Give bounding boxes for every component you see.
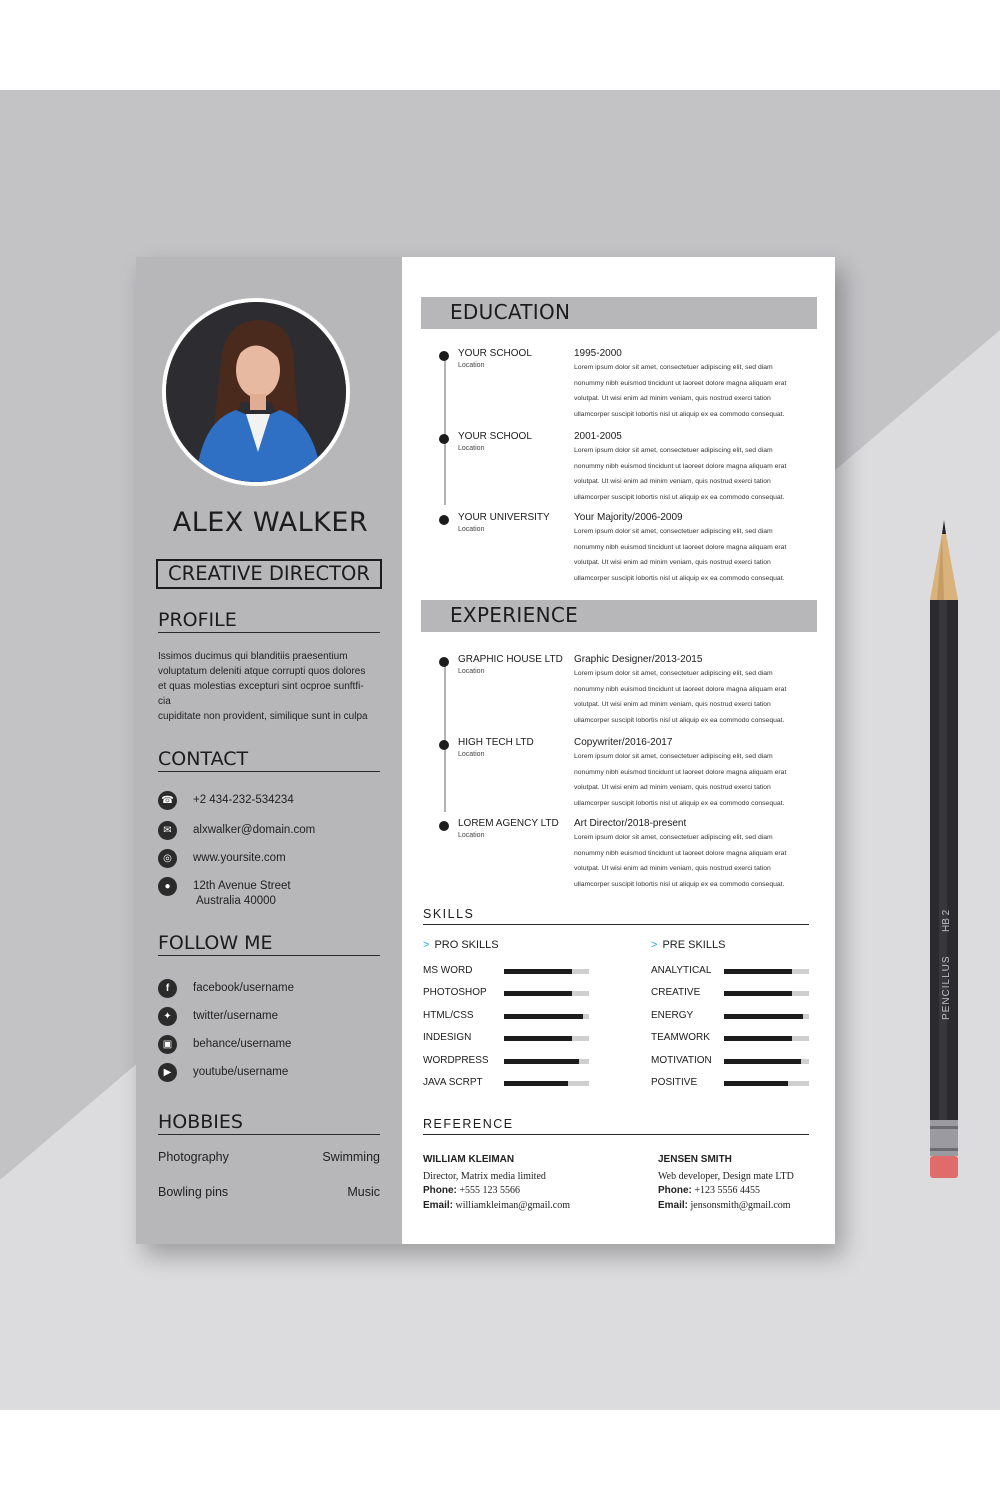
description-line: nonummy nibh euismod tincidunt ut laoreet dolore magna aliquam erat: [574, 462, 787, 470]
facebook-text: facebook/username: [193, 982, 295, 994]
email-label: Email:: [423, 1199, 454, 1211]
description-line: ullamcorper suscipit lobortis nisl ut aliquip ex ea commodo consequat.: [574, 410, 785, 418]
entry-location: Location: [458, 526, 485, 533]
hobby-item: Swimming: [322, 1150, 380, 1164]
phone-label: Phone:: [423, 1185, 457, 1196]
description-line: ullamcorper suscipit lobortis nisl ut aliquip ex ea commodo consequat.: [574, 716, 785, 724]
description-line: volutpat. Ut wisi enim ad minim veniam, quis nostrud exerci tation: [574, 784, 771, 791]
entry-description: [574, 666, 804, 728]
profile-photo: [166, 302, 346, 482]
skill-name: TEAMWORK: [651, 1032, 710, 1044]
skills-heading: SKILLS: [423, 907, 809, 925]
skill-bar-fill: [504, 1081, 568, 1086]
twitter-text: twitter/username: [193, 1010, 279, 1022]
entry-period: Your Majority/2006-2009: [574, 512, 683, 523]
skill-bar-fill: [504, 1036, 572, 1041]
skill-bar-fill: [724, 1014, 803, 1019]
reference-heading: REFERENCE: [423, 1117, 809, 1135]
entry-name: LOREM AGENCY LTD: [458, 818, 559, 829]
skill-bar: [504, 1014, 589, 1019]
person-role: CREATIVE DIRECTOR: [156, 559, 382, 589]
reference-card: [423, 1153, 570, 1213]
skill-bar-fill: [724, 969, 792, 974]
skill-name: POSITIVE: [651, 1077, 698, 1088]
skill-bar: [504, 1081, 589, 1086]
skill-bar: [504, 991, 589, 996]
timeline-dot: [439, 515, 449, 525]
skill-bar-fill: [724, 1059, 801, 1064]
avatar: [162, 298, 350, 486]
entry-name: YOUR SCHOOL: [458, 348, 532, 359]
profile-line: voluptatum deleniti atque corrupti quos dolores: [158, 666, 366, 677]
description-line: volutpat. Ut wisi enim ad minim veniam, quis nostrud exerci tation: [574, 395, 771, 402]
timeline-dot: [439, 434, 449, 444]
skill-name: ANALYTICAL: [651, 965, 712, 976]
chevron-right-icon: >: [651, 939, 658, 951]
phone-text: +2 434-232-534234: [193, 794, 294, 806]
email-value: jensonsmith@gmail.com: [690, 1199, 791, 1211]
profile-text: [158, 649, 380, 724]
pencil: [929, 520, 959, 1180]
description-line: Lorem ipsum dolor sit amet, consectetuer adipiscing elit, sed diam: [574, 834, 773, 841]
skill-name: INDESIGN: [423, 1032, 472, 1044]
entry-location: Location: [458, 832, 485, 839]
location-pin-icon: ●: [158, 877, 177, 896]
contact-website: [158, 849, 286, 868]
follow-facebook: [158, 979, 294, 998]
hobby-item: Music: [347, 1185, 380, 1199]
follow-heading: FOLLOW ME: [158, 932, 380, 956]
description-line: ullamcorper suscipit lobortis nisl ut aliquip ex ea commodo consequat.: [574, 493, 785, 501]
education-heading: EDUCATION: [421, 297, 817, 329]
entry-location: Location: [458, 751, 485, 758]
follow-behance: [158, 1035, 291, 1054]
entry-role: Art Director/2018-present: [574, 818, 687, 829]
phone-value: +555 123 5566: [459, 1185, 521, 1196]
skill-bar-fill: [504, 1059, 579, 1064]
description-line: Lorem ipsum dolor sit amet, consectetuer adipiscing elit, sed diam: [574, 364, 773, 371]
phone-icon: ☎: [158, 791, 177, 810]
reference-card: [658, 1153, 794, 1213]
pre-skills-heading: [651, 939, 725, 951]
skill-bar-fill: [504, 991, 572, 996]
entry-location: Location: [458, 445, 485, 452]
skill-bar: [724, 1036, 809, 1041]
reference-email: [423, 1199, 570, 1214]
youtube-text: youtube/username: [193, 1066, 289, 1078]
reference-phone: [423, 1184, 570, 1199]
mail-icon: ✉: [158, 821, 177, 840]
email-value: williamkleiman@gmail.com: [455, 1199, 570, 1211]
pencil-brand: PENCILLUS: [941, 955, 952, 1020]
entry-description: [574, 830, 804, 892]
entry-name: GRAPHIC HOUSE LTD: [458, 654, 563, 665]
entry-description: [574, 360, 804, 422]
description-line: nonummy nibh euismod tincidunt ut laoreet dolore magna aliquam erat: [574, 685, 787, 693]
youtube-icon: ▶: [158, 1063, 177, 1082]
description-line: volutpat. Ut wisi enim ad minim veniam, quis nostrud exerci tation: [574, 865, 771, 872]
contact-heading: CONTACT: [158, 748, 380, 772]
profile-line: et quas molestias excepturi sint ocproe sunftfi-: [158, 681, 364, 692]
website-text: www.yoursite.com: [193, 852, 286, 864]
pro-skills-heading: [423, 939, 499, 951]
skill-bar: [504, 969, 589, 974]
person-name: ALEX WALKER: [172, 507, 369, 538]
skill-name: WORDPRESS: [423, 1054, 489, 1066]
pro-skills-label: PRO SKILLS: [434, 939, 499, 951]
skill-bar: [724, 1081, 809, 1086]
email-label: Email:: [658, 1199, 689, 1211]
address-line: Australia 40000: [196, 895, 276, 907]
entry-period: 1995-2000: [574, 348, 622, 359]
description-line: Lorem ipsum dolor sit amet, consectetuer adipiscing elit, sed diam: [574, 753, 773, 760]
skill-bar-fill: [724, 1036, 792, 1041]
entry-location: Location: [458, 668, 485, 675]
skill-bar-fill: [724, 1081, 788, 1086]
skill-bar: [724, 1014, 809, 1019]
twitter-icon: ✦: [158, 1007, 177, 1026]
hobby-item: Bowling pins: [158, 1185, 229, 1199]
skill-name: MOTIVATION: [651, 1054, 712, 1066]
skill-name: JAVA SCRPT: [423, 1077, 483, 1088]
description-line: volutpat. Ut wisi enim ad minim veniam, quis nostrud exerci tation: [574, 478, 771, 485]
description-line: Lorem ipsum dolor sit amet, consectetuer adipiscing elit, sed diam: [574, 670, 773, 677]
description-line: nonummy nibh euismod tincidunt ut laoreet dolore magna aliquam erat: [574, 849, 787, 857]
profile-line: Issimos ducimus qui blanditiis praesentium: [158, 651, 348, 662]
globe-icon: ◎: [158, 849, 177, 868]
experience-timeline: [444, 662, 446, 812]
contact-email: [158, 821, 315, 840]
description-line: nonummy nibh euismod tincidunt ut laoreet dolore magna aliquam erat: [574, 379, 787, 387]
skill-bar: [724, 991, 809, 996]
reference-email: [658, 1199, 794, 1214]
instagram-icon: ▣: [158, 1035, 177, 1054]
reference-name: JENSEN SMITH: [658, 1154, 732, 1165]
description-line: volutpat. Ut wisi enim ad minim veniam, quis nostrud exerci tation: [574, 559, 771, 566]
description-line: nonummy nibh euismod tincidunt ut laoreet dolore magna aliquam erat: [574, 543, 787, 551]
description-line: nonummy nibh euismod tincidunt ut laoreet dolore magna aliquam erat: [574, 768, 787, 776]
education-timeline: [444, 357, 446, 505]
skill-bar-fill: [504, 1014, 583, 1019]
hobby-item: Photography: [158, 1150, 229, 1164]
skill-bar-fill: [724, 991, 792, 996]
follow-youtube: [158, 1063, 288, 1082]
timeline-dot: [439, 740, 449, 750]
resume-sheet: [136, 257, 835, 1244]
timeline-dot: [439, 351, 449, 361]
skill-bar: [724, 969, 809, 974]
chevron-right-icon: >: [423, 939, 430, 951]
sidebar: [136, 257, 402, 1244]
address-text: [193, 877, 291, 909]
profile-line: cupiditate non provident, similique sunt in culpa: [158, 711, 368, 722]
entry-period: 2001-2005: [574, 431, 622, 442]
contact-phone: [158, 791, 294, 810]
entry-location: Location: [458, 362, 485, 369]
phone-label: Phone:: [658, 1185, 692, 1196]
pre-skills-label: PRE SKILLS: [662, 939, 726, 951]
description-line: Lorem ipsum dolor sit amet, consectetuer adipiscing elit, sed diam: [574, 528, 773, 535]
profile-heading: PROFILE: [158, 609, 380, 633]
reference-title: Web developer, Design mate LTD: [658, 1170, 794, 1182]
skill-name: CREATIVE: [651, 987, 701, 999]
description-line: ullamcorper suscipit lobortis nisl ut aliquip ex ea commodo consequat.: [574, 574, 785, 582]
skill-bar: [504, 1036, 589, 1041]
behance-text: behance/username: [193, 1038, 292, 1050]
description-line: ullamcorper suscipit lobortis nisl ut aliquip ex ea commodo consequat.: [574, 880, 785, 888]
reference-title: Director, Matrix media limited: [423, 1170, 546, 1182]
entry-description: [574, 443, 804, 505]
experience-heading: EXPERIENCE: [421, 600, 817, 632]
follow-twitter: [158, 1007, 278, 1026]
entry-description: [574, 524, 804, 586]
address-line: 12th Avenue Street: [193, 880, 291, 892]
contact-address: [158, 877, 291, 909]
skill-name: HTML/CSS: [423, 1009, 474, 1021]
description-line: volutpat. Ut wisi enim ad minim veniam, quis nostrud exerci tation: [574, 701, 771, 708]
entry-role: Graphic Designer/2013-2015: [574, 654, 703, 665]
reference-name: WILLIAM KLEIMAN: [423, 1154, 515, 1165]
entry-name: HIGH TECH LTD: [458, 737, 534, 748]
facebook-icon: f: [158, 979, 177, 998]
email-text: alxwalker@domain.com: [193, 824, 316, 836]
timeline-dot: [439, 657, 449, 667]
skill-bar: [504, 1059, 589, 1064]
entry-name: YOUR SCHOOL: [458, 431, 532, 442]
skill-bar: [724, 1059, 809, 1064]
timeline-dot: [439, 821, 449, 831]
pencil-grade: HB 2: [941, 909, 952, 932]
entry-name: YOUR UNIVERSITY: [458, 512, 550, 523]
hobbies-heading: HOBBIES: [158, 1111, 380, 1135]
entry-description: [574, 749, 804, 811]
description-line: ullamcorper suscipit lobortis nisl ut aliquip ex ea commodo consequat.: [574, 799, 785, 807]
entry-role: Copywriter/2016-2017: [574, 737, 673, 748]
skill-name: MS WORD: [423, 965, 473, 976]
skill-name: PHOTOSHOP: [423, 987, 487, 999]
reference-phone: [658, 1184, 794, 1199]
skill-name: ENERGY: [651, 1009, 694, 1021]
profile-line: cia: [158, 696, 171, 707]
skill-bar-fill: [504, 969, 572, 974]
description-line: Lorem ipsum dolor sit amet, consectetuer adipiscing elit, sed diam: [574, 447, 773, 454]
phone-value: +123 5556 4455: [694, 1185, 761, 1196]
